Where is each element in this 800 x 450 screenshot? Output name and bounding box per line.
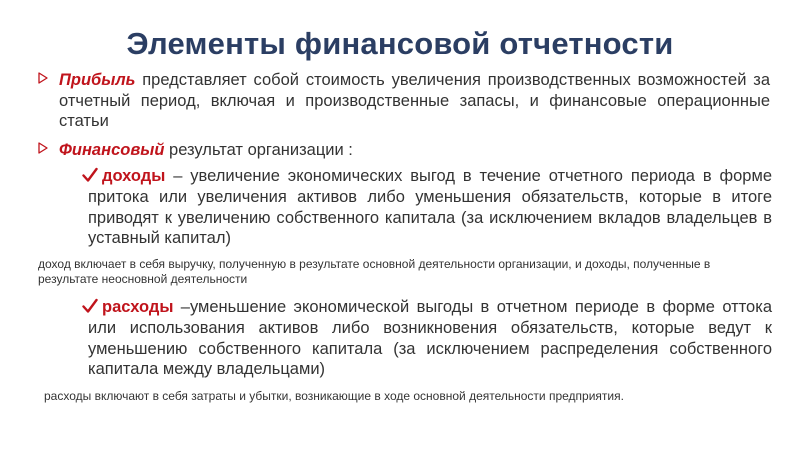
keyword-financial: Финансовый xyxy=(59,141,165,159)
income-note: доход включает в себя выручку, полученную в результате основной деятельности организации, и доходы, полученные в результате неосновной деятельности xyxy=(38,257,711,286)
sub-bullet-income xyxy=(82,166,772,249)
bullet-arrow-icon xyxy=(38,142,48,154)
keyword-profit: Прибыль xyxy=(59,71,136,89)
expenses-definition: –уменьшение экономической выгоды в отчетном периоде в форме оттока или использования активов либо возникновения обязательств, которые ведут к уменьшению собственного капитала (за исключением распределения собственного капитала между владельцами) xyxy=(88,298,772,379)
bullet-financial-result xyxy=(38,140,770,161)
profit-definition: представляет собой стоимость увеличения производственных возможностей за отчетный период, включая и производственные запасы, и финансовые операционные статьи xyxy=(59,71,770,130)
page-title: Элементы финансовой отчетности xyxy=(126,26,674,61)
keyword-income: доходы xyxy=(102,167,166,185)
checkmark-icon xyxy=(82,298,98,314)
sub-bullet-expenses xyxy=(82,297,772,380)
bullet-profit xyxy=(38,70,770,132)
income-text xyxy=(82,166,772,249)
bullet-financial-text xyxy=(38,140,770,161)
financial-result-label: результат организации : xyxy=(164,141,353,159)
expenses-note: расходы включают в себя затраты и убытки, возникающие в ходе основной деятельности предприятия. xyxy=(44,389,624,403)
expenses-text xyxy=(82,297,772,380)
bullet-arrow-icon xyxy=(38,72,48,84)
income-definition: – увеличение экономических выгод в течение отчетного периода в форме притока или увеличения активов либо уменьшения обязательств, которые в итоге приводят к увеличению собственного капитала (за исключением вкладов владельцев в уставный капитал) xyxy=(88,167,772,248)
checkmark-icon xyxy=(82,167,98,183)
keyword-expenses: расходы xyxy=(102,298,174,316)
bullet-profit-text xyxy=(38,70,770,132)
